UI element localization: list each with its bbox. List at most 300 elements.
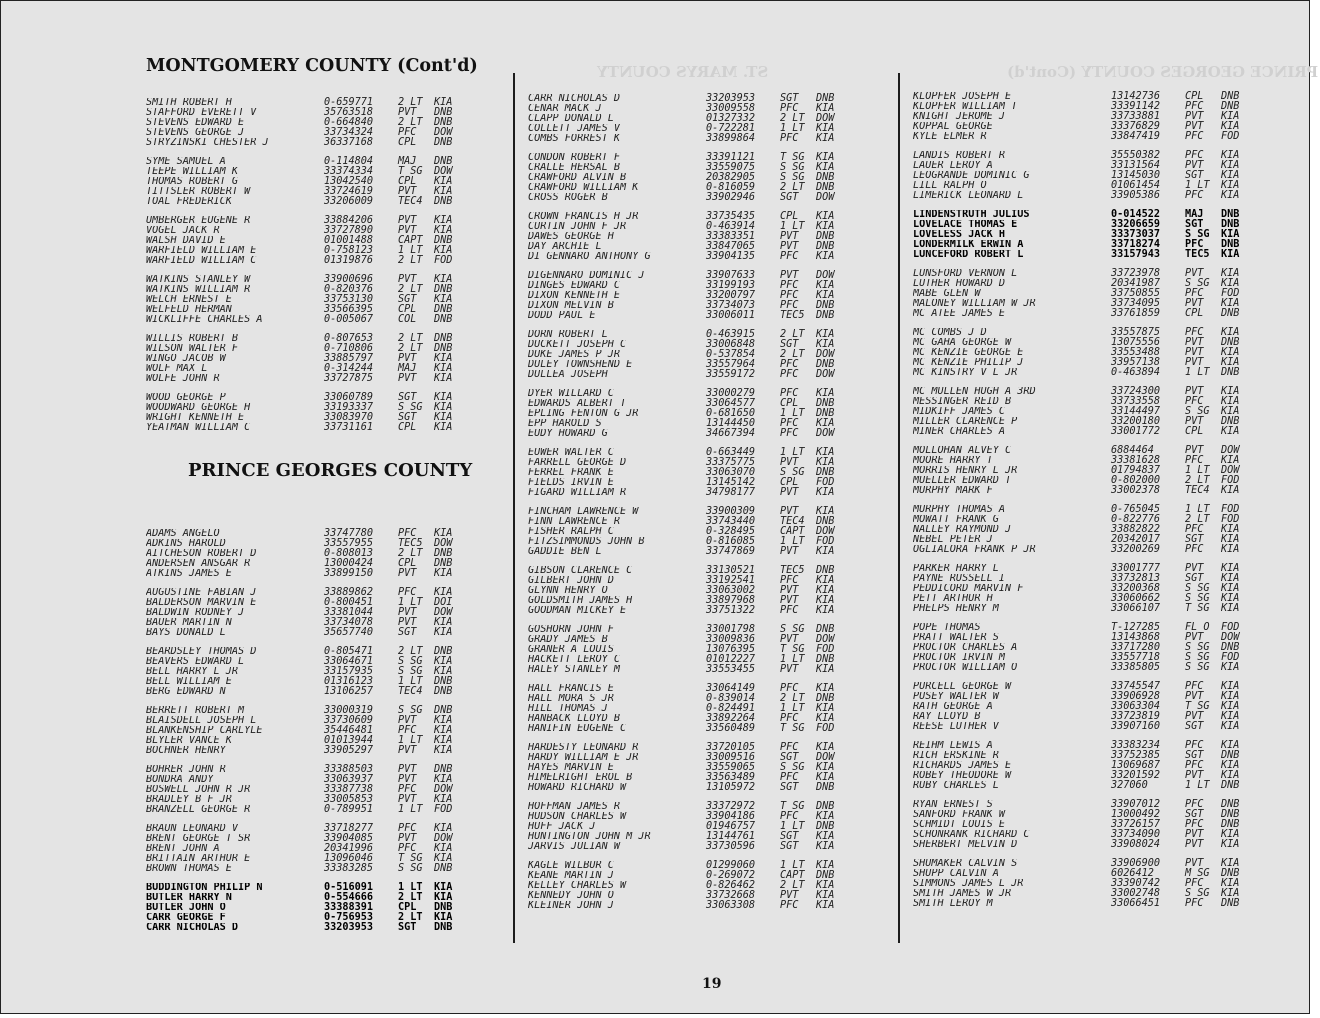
serial-cell: 01012227 xyxy=(706,654,756,665)
status-cell: KIA xyxy=(816,890,835,901)
status-cell: KIA xyxy=(434,735,453,746)
status-cell: KIA xyxy=(816,290,835,301)
roster-row xyxy=(528,901,888,911)
status-cell: KIA xyxy=(434,373,453,384)
status-cell: KIA xyxy=(1221,249,1240,260)
roster-row xyxy=(913,663,1283,673)
serial-cell: 33130521 xyxy=(706,565,756,576)
rank-cell: SGT xyxy=(780,752,799,763)
name-cell: CARR NICHOLAS D xyxy=(528,94,621,104)
status-cell: DOI xyxy=(434,597,453,608)
serial-cell: 33376829 xyxy=(1111,121,1161,132)
name-cell: WATKINS STANLEY W xyxy=(146,275,251,285)
status-cell: DNB xyxy=(816,172,835,183)
status-cell: KIA xyxy=(1221,829,1240,840)
name-cell: SHUPP CALVIN A xyxy=(913,869,999,879)
rank-cell: PVT xyxy=(1185,298,1204,309)
status-cell: FOD xyxy=(816,723,835,734)
status-cell: KIA xyxy=(816,585,835,596)
rank-cell: PFC xyxy=(1185,544,1204,555)
rank-cell: SGT xyxy=(780,841,799,852)
status-cell: DNB xyxy=(434,117,453,128)
rank-cell: 1 LT xyxy=(780,447,805,458)
status-cell: DOW xyxy=(1221,445,1240,456)
rank-cell: PVT xyxy=(1185,711,1204,722)
rank-cell: PVT xyxy=(1185,347,1204,358)
serial-cell: 33718277 xyxy=(324,823,374,834)
serial-cell: 13145142 xyxy=(706,477,756,488)
name-cell: BERG EDWARD N xyxy=(146,687,226,697)
roster-row xyxy=(913,309,1283,319)
status-cell: KIA xyxy=(1221,150,1240,161)
rank-cell: COL xyxy=(398,314,417,325)
status-cell: KIA xyxy=(434,225,453,236)
serial-cell: 0-516091 xyxy=(324,882,374,893)
status-cell: KIA xyxy=(434,568,453,579)
status-cell: FOD xyxy=(816,477,835,488)
status-cell: KIA xyxy=(816,280,835,291)
roster-column-3 xyxy=(913,92,1283,918)
status-cell: FOD xyxy=(816,644,835,655)
status-cell: DOW xyxy=(816,428,835,439)
status-cell: KIA xyxy=(816,447,835,458)
status-cell: DNB xyxy=(1221,750,1240,761)
status-cell: KIA xyxy=(816,329,835,340)
name-cell: PETT ARTHUR H xyxy=(913,594,993,604)
serial-cell: 01794837 xyxy=(1111,465,1161,476)
rank-cell: PVT xyxy=(780,546,799,557)
status-cell: KIA xyxy=(816,900,835,911)
status-cell: KIA xyxy=(1221,721,1240,732)
name-cell: NALLEY RAYMOND J xyxy=(913,525,1012,535)
status-cell: DNB xyxy=(434,902,453,913)
serial-cell: 0-822776 xyxy=(1111,514,1161,525)
status-cell: KIA xyxy=(816,811,835,822)
serial-cell: 33731161 xyxy=(324,422,374,433)
status-cell: DNB xyxy=(434,922,453,933)
rank-cell: S SG xyxy=(1185,642,1210,653)
name-cell: EUDY HOWARD G xyxy=(528,429,608,439)
status-cell: DNB xyxy=(816,182,835,193)
name-cell: BLAISDELL JOSEPH L xyxy=(146,716,257,726)
rank-cell: S SG xyxy=(1185,583,1210,594)
rank-cell: 1 LT xyxy=(1185,504,1210,515)
status-cell: KIA xyxy=(816,251,835,262)
name-cell: GRADY JAMES B xyxy=(528,635,608,645)
name-cell: GOODMAN MICKEY E xyxy=(528,606,627,616)
rank-cell: PFC xyxy=(398,784,417,795)
rank-cell: PVT xyxy=(398,617,417,628)
status-cell: DNB xyxy=(434,284,453,295)
status-cell: KIA xyxy=(434,528,453,539)
status-cell: KIA xyxy=(1221,357,1240,368)
name-cell: CROWN FRANCIS H JR xyxy=(528,212,639,222)
status-cell: KIA xyxy=(1221,583,1240,594)
rank-cell: 2 LT xyxy=(398,343,423,354)
status-cell: DNB xyxy=(816,801,835,812)
rank-cell: PVT xyxy=(1185,416,1204,427)
roster-row xyxy=(528,842,888,852)
rank-cell: 2 LT xyxy=(780,693,805,704)
name-cell: STAFFORD EVERETT V xyxy=(146,108,257,118)
name-cell: GILBERT JOHN D xyxy=(528,576,614,586)
name-cell: LINDENSTRUTH JULIUS xyxy=(913,210,1030,220)
status-cell: DNB xyxy=(434,107,453,118)
rank-cell: T SG xyxy=(1185,701,1210,712)
name-cell: LOVELESS JACK H xyxy=(913,230,1006,240)
status-cell: DNB xyxy=(1221,209,1240,220)
name-cell: BONDRA ANDY xyxy=(146,775,214,785)
rank-cell: PVT xyxy=(1185,839,1204,850)
status-cell: KIA xyxy=(816,152,835,163)
name-cell: HANBACK LLOYD B xyxy=(528,714,621,724)
serial-cell: T-127285 xyxy=(1111,622,1161,633)
status-cell: DNB xyxy=(434,314,453,325)
name-cell: CENAR MACK J xyxy=(528,104,602,114)
serial-cell: 33723819 xyxy=(1111,711,1161,722)
roster-group xyxy=(528,802,888,852)
status-cell: DOW xyxy=(434,784,453,795)
rank-cell: S SG xyxy=(398,666,423,677)
name-cell: KNIGHT JEROME J xyxy=(913,112,1006,122)
name-cell: ROBEY THEODORE W xyxy=(913,771,1012,781)
status-cell: FOD xyxy=(816,536,835,547)
serial-cell: 13143868 xyxy=(1111,632,1161,643)
status-cell: DNB xyxy=(1221,780,1240,791)
name-cell: LEOGRANDE DOMINIC G xyxy=(913,171,1030,181)
serial-cell: 33724300 xyxy=(1111,386,1161,397)
rank-cell: CPL xyxy=(780,398,799,409)
serial-cell: 01001488 xyxy=(324,235,374,246)
status-cell: KIA xyxy=(434,656,453,667)
status-cell: KIA xyxy=(816,103,835,114)
rank-cell: PVT xyxy=(1185,111,1204,122)
serial-cell: 33383285 xyxy=(324,863,374,874)
rank-cell: PFC xyxy=(398,127,417,138)
name-cell: KLOPFER WILLIAM T xyxy=(913,102,1018,112)
serial-cell: 01319876 xyxy=(324,255,374,266)
name-cell: GADDIE BEN L xyxy=(528,547,602,557)
name-cell: CLAPP DONALD L xyxy=(528,114,614,124)
status-cell: DOW xyxy=(816,526,835,537)
serial-cell: 33375775 xyxy=(706,457,756,468)
name-cell: TITTSLER ROBERT W xyxy=(146,187,251,197)
name-cell: OGLIALORA FRANK P JR xyxy=(913,545,1036,555)
name-cell: CARR NICHOLAS D xyxy=(146,923,239,933)
rank-cell: 1 LT xyxy=(398,676,423,687)
rank-cell: PVT xyxy=(398,568,417,579)
status-cell: KIA xyxy=(1221,544,1240,555)
serial-cell: 13069687 xyxy=(1111,760,1161,771)
roster-row xyxy=(913,486,1283,496)
roster-group xyxy=(146,393,506,433)
status-cell: KIA xyxy=(816,546,835,557)
rank-cell: S SG xyxy=(398,863,423,874)
serial-cell: 13144761 xyxy=(706,831,756,842)
serial-cell: 33002748 xyxy=(1111,888,1161,899)
serial-cell: 33060662 xyxy=(1111,593,1161,604)
serial-cell: 13000492 xyxy=(1111,809,1161,820)
rank-cell: PFC xyxy=(398,843,417,854)
status-cell: FOD xyxy=(1221,131,1240,142)
serial-cell: 33904186 xyxy=(706,811,756,822)
status-cell: DNB xyxy=(434,686,453,697)
serial-cell: 35763518 xyxy=(324,107,374,118)
roster-row xyxy=(913,781,1283,791)
serial-cell: 0-005067 xyxy=(324,314,374,325)
status-cell: DNB xyxy=(1221,101,1240,112)
status-cell: DOW xyxy=(816,369,835,380)
status-cell: KIA xyxy=(816,762,835,773)
rank-cell: CPL xyxy=(398,176,417,187)
serial-cell: 0-463915 xyxy=(706,329,756,340)
roster-group xyxy=(913,210,1283,260)
status-cell: KIA xyxy=(816,742,835,753)
serial-cell: 33383234 xyxy=(1111,740,1161,751)
rank-cell: PFC xyxy=(780,251,799,262)
name-cell: PUSEY WALTER W xyxy=(913,692,999,702)
rank-cell: PFC xyxy=(1185,681,1204,692)
status-cell: DNB xyxy=(816,241,835,252)
serial-cell: 33745547 xyxy=(1111,681,1161,692)
name-cell: HUFF JACK J xyxy=(528,822,596,832)
status-cell: KIA xyxy=(1221,327,1240,338)
name-cell: COLLETT JAMES V xyxy=(528,124,621,134)
status-cell: KIA xyxy=(816,123,835,134)
name-cell: LAUER LEROY A xyxy=(913,161,993,171)
serial-cell: 33192541 xyxy=(706,575,756,586)
roster-row xyxy=(913,722,1283,732)
name-cell: LOVELACE THOMAS E xyxy=(913,220,1018,230)
status-cell: DOW xyxy=(816,752,835,763)
status-cell: DOW xyxy=(816,113,835,124)
status-cell: FOD xyxy=(1221,622,1240,633)
rank-cell: TEC4 xyxy=(398,686,423,697)
rank-cell: 1 LT xyxy=(780,703,805,714)
name-cell: CURTIN JOHN F JR xyxy=(528,222,627,232)
name-cell: KYLE ELMER R xyxy=(913,132,987,142)
serial-cell: 20341996 xyxy=(324,843,374,854)
serial-cell: 13000424 xyxy=(324,558,374,569)
rank-cell: 1 LT xyxy=(1185,180,1210,191)
name-cell: BUTLER JOHN O xyxy=(146,903,226,913)
status-cell: KIA xyxy=(434,853,453,864)
status-cell: DNB xyxy=(1221,868,1240,879)
serial-cell: 33009558 xyxy=(706,103,756,114)
serial-cell: 33199193 xyxy=(706,280,756,291)
roster-row xyxy=(913,840,1283,850)
rank-cell: PFC xyxy=(780,575,799,586)
serial-cell: 33383351 xyxy=(706,231,756,242)
name-cell: FIELDS IRVIN E xyxy=(528,478,614,488)
status-cell: FOD xyxy=(1221,652,1240,663)
rank-cell: 2 LT xyxy=(398,333,423,344)
name-cell: MC KENZIE GEORGE E xyxy=(913,348,1024,358)
name-cell: BLYLER VANCE K xyxy=(146,736,232,746)
serial-cell: 01299060 xyxy=(706,860,756,871)
serial-cell: 33900309 xyxy=(706,506,756,517)
rank-cell: 2 LT xyxy=(398,97,423,108)
serial-cell: 33063937 xyxy=(324,774,374,785)
name-cell: WOLFE JOHN R xyxy=(146,374,220,384)
rank-cell: PFC xyxy=(780,811,799,822)
status-cell: DNB xyxy=(1221,416,1240,427)
column-divider-2 xyxy=(898,73,900,943)
roster-group xyxy=(528,94,888,144)
status-cell: KIA xyxy=(816,211,835,222)
status-cell: DNB xyxy=(434,137,453,148)
status-cell: KIA xyxy=(1221,839,1240,850)
serial-cell: 33905297 xyxy=(324,745,374,756)
rank-cell: PVT xyxy=(1185,829,1204,840)
status-cell: KIA xyxy=(1221,662,1240,673)
roster-row xyxy=(146,374,506,384)
name-cell: WELFELD HERMAN xyxy=(146,305,232,315)
rank-cell: PVT xyxy=(398,715,417,726)
status-cell: KIA xyxy=(816,388,835,399)
status-cell: KIA xyxy=(434,363,453,374)
rank-cell: PFC xyxy=(1185,819,1204,830)
serial-cell: 33381044 xyxy=(324,607,374,618)
roster-row xyxy=(528,311,888,321)
rank-cell: S SG xyxy=(1185,593,1210,604)
serial-cell: 01327332 xyxy=(706,113,756,124)
serial-cell: 33385805 xyxy=(1111,662,1161,673)
serial-cell: 33734078 xyxy=(324,617,374,628)
status-cell: DNB xyxy=(434,304,453,315)
rank-cell: PFC xyxy=(780,713,799,724)
rank-cell: 2 LT xyxy=(398,912,423,923)
serial-cell: 0-114804 xyxy=(324,156,374,167)
rank-cell: PVT xyxy=(780,595,799,606)
rank-cell: SGT xyxy=(780,782,799,793)
serial-cell: 0-820376 xyxy=(324,284,374,295)
status-cell: DNB xyxy=(434,558,453,569)
serial-cell: 0-758123 xyxy=(324,245,374,256)
rank-cell: PFC xyxy=(780,300,799,311)
status-cell: KIA xyxy=(434,412,453,423)
serial-cell: 33206659 xyxy=(1111,219,1161,230)
name-cell: BUDDINGTON PHILIP N xyxy=(146,883,263,893)
serial-cell: 0-664840 xyxy=(324,117,374,128)
name-cell: SMITH JAMES W JR xyxy=(913,889,1012,899)
serial-cell: 0-808013 xyxy=(324,548,374,559)
name-cell: PROCTOR WILLIAM O xyxy=(913,663,1018,673)
roster-column-1 xyxy=(146,98,506,942)
status-cell: DNB xyxy=(1221,91,1240,102)
name-cell: DODD PAUL E xyxy=(528,311,596,321)
status-cell: KIA xyxy=(816,339,835,350)
rank-cell: SGT xyxy=(398,922,417,933)
roster-group xyxy=(146,529,506,579)
status-cell: DNB xyxy=(434,235,453,246)
status-cell: KIA xyxy=(434,745,453,756)
serial-cell: 33001772 xyxy=(1111,426,1161,437)
status-cell: KIA xyxy=(1221,573,1240,584)
page-number: 19 xyxy=(702,976,722,992)
name-cell: LANDIS ROBERT R xyxy=(913,151,1006,161)
rank-cell: PVT xyxy=(398,794,417,805)
rank-cell: SGT xyxy=(780,339,799,350)
status-cell: DNB xyxy=(1221,898,1240,909)
status-cell: KIA xyxy=(1221,593,1240,604)
serial-cell: 33001777 xyxy=(1111,563,1161,574)
rank-cell: SGT xyxy=(1185,721,1204,732)
rank-cell: CAPT xyxy=(398,235,423,246)
serial-cell: 33900696 xyxy=(324,274,374,285)
roster-group xyxy=(146,334,506,384)
roster-row xyxy=(146,423,506,433)
rank-cell: 1 LT xyxy=(398,804,423,815)
rank-cell: PFC xyxy=(1185,799,1204,810)
name-cell: RAY LLOYD B xyxy=(913,712,981,722)
name-cell: BAUER MARTIN N xyxy=(146,618,232,628)
roster-group xyxy=(528,389,888,439)
name-cell: DORN ROBERT L xyxy=(528,330,608,340)
name-cell: GLYNN HENRY O xyxy=(528,586,608,596)
name-cell: MILLER CLARENCE P xyxy=(913,417,1018,427)
name-cell: RICHARDS JAMES E xyxy=(913,761,1012,771)
name-cell: DYER WILLARD C xyxy=(528,389,614,399)
rank-cell: PFC xyxy=(780,605,799,616)
name-cell: EDWARDS ALBERT T xyxy=(528,399,627,409)
rank-cell: PVT xyxy=(780,270,799,281)
roster-group xyxy=(528,330,888,380)
serial-cell: 33063308 xyxy=(706,900,756,911)
serial-cell: 0-463914 xyxy=(706,221,756,232)
rank-cell: 1 LT xyxy=(780,408,805,419)
serial-cell: 13042540 xyxy=(324,176,374,187)
rank-cell: 2 LT xyxy=(780,113,805,124)
montgomery-county-heading: MONTGOMERY COUNTY (Cont'd) xyxy=(146,56,478,76)
rank-cell: SGT xyxy=(1185,750,1204,761)
name-cell: REIHM LEWIS A xyxy=(913,741,993,751)
name-cell: CRALLE HERSAL B xyxy=(528,163,621,173)
rank-cell: PVT xyxy=(780,231,799,242)
rank-cell: PFC xyxy=(1185,101,1204,112)
name-cell: DIGENNARO DOMINIC J xyxy=(528,271,645,281)
name-cell: MINER CHARLES A xyxy=(913,427,1006,437)
status-cell: KIA xyxy=(1221,347,1240,358)
roster-group xyxy=(913,328,1283,378)
status-cell: KIA xyxy=(1221,386,1240,397)
name-cell: MOORE HARRY T xyxy=(913,456,993,466)
rank-cell: S SG xyxy=(1185,229,1210,240)
serial-cell: 33889862 xyxy=(324,587,374,598)
serial-cell: 33063304 xyxy=(1111,701,1161,712)
serial-cell: 33557875 xyxy=(1111,327,1161,338)
status-cell: KIA xyxy=(816,575,835,586)
rank-cell: SGT xyxy=(398,392,417,403)
rank-cell: SGT xyxy=(398,412,417,423)
rank-cell: PFC xyxy=(780,900,799,911)
status-cell: KIA xyxy=(434,843,453,854)
status-cell: FOD xyxy=(1221,475,1240,486)
rank-cell: PVT xyxy=(1185,691,1204,702)
status-cell: DNB xyxy=(434,196,453,207)
serial-cell: 33897968 xyxy=(706,595,756,606)
roster-group xyxy=(913,859,1283,909)
name-cell: MORRIS HENRY L JR xyxy=(913,466,1018,476)
status-cell: DNB xyxy=(1221,799,1240,810)
name-cell: STEVENS EDWARD E xyxy=(146,118,245,128)
serial-cell: 0-710806 xyxy=(324,343,374,354)
name-cell: DIXON MELVIN B xyxy=(528,301,614,311)
rank-cell: PVT xyxy=(398,833,417,844)
name-cell: DAY ARCHIE L xyxy=(528,242,602,252)
status-cell: KIA xyxy=(816,595,835,606)
name-cell: THOMAS ROBERT G xyxy=(146,177,239,187)
